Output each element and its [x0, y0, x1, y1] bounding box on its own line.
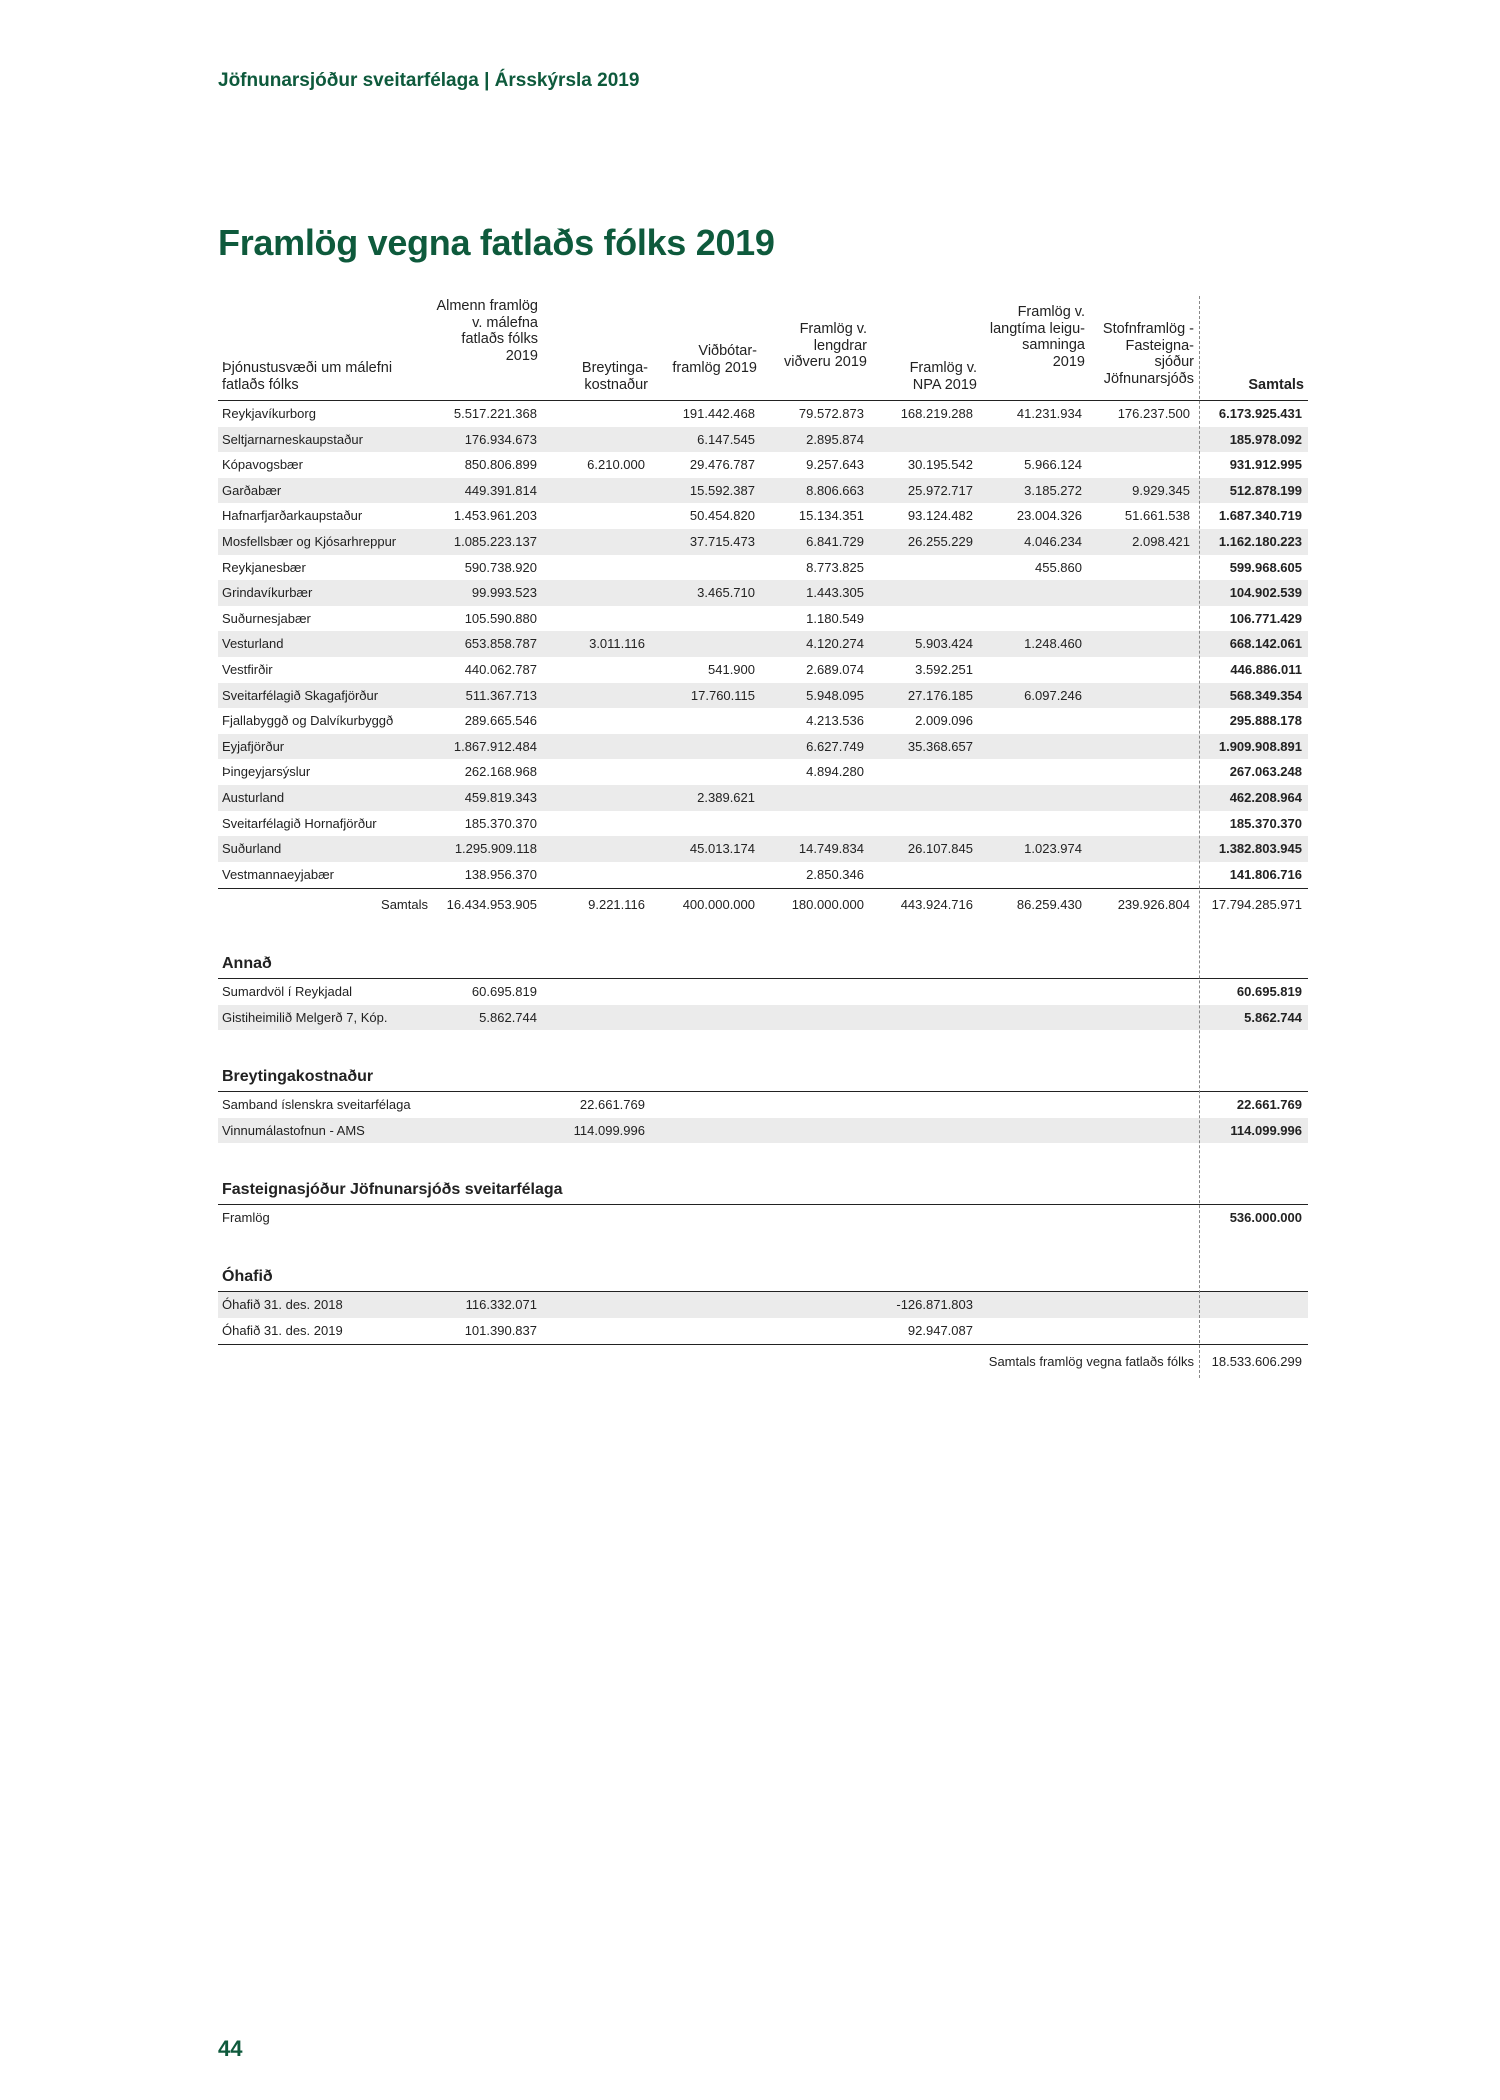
totals-label: Samtals — [381, 897, 428, 912]
table-row — [218, 478, 1308, 504]
row-label: Kópavogsbær — [222, 457, 303, 473]
cell-npa: 92.947.087 — [907, 1322, 973, 1338]
row-label: Samband íslenskra sveitarfélaga — [222, 1097, 411, 1112]
grand-total-value: 18.533.606.299 — [1211, 1354, 1302, 1369]
row-label: Suðurland — [222, 841, 282, 857]
cell-stofnframlog: 176.237.500 — [1117, 406, 1190, 421]
table-row — [218, 1205, 1308, 1231]
cell-leigusamninga: 41.231.934 — [1016, 406, 1082, 421]
cell-leigusamninga: 5.966.124 — [1024, 457, 1082, 473]
total-lengdrar: 180.000.000 — [791, 897, 864, 912]
table-row — [218, 708, 1308, 734]
cell-almenn: 459.819.343 — [464, 789, 537, 805]
table-row — [218, 862, 1308, 888]
cell-vidbotar: 17.760.115 — [690, 687, 755, 703]
table-row — [218, 1005, 1308, 1031]
totals-row-cells — [218, 889, 1308, 919]
col-header-stofnframlog: Stofnframlög - Fasteigna- sjóður Jöfnunarsjóðs — [1102, 321, 1194, 387]
cell-almenn: 185.370.370 — [464, 815, 537, 831]
cell-samtals: 462.208.964 — [1229, 789, 1302, 805]
cell-almenn: 176.934.673 — [464, 431, 537, 447]
cell-almenn: 262.168.968 — [464, 764, 537, 780]
cell-lengdrar: 79.572.873 — [798, 406, 864, 421]
cell-leigusamninga: 1.023.974 — [1024, 841, 1082, 857]
cell-npa: 26.107.845 — [907, 841, 973, 857]
col-header-vidbotar: Viðbótar- framlög 2019 — [672, 343, 757, 376]
section-title-breytinga: Breytingakostnaður — [222, 1068, 374, 1085]
cell-npa: 35.368.657 — [907, 738, 973, 754]
cell-almenn: 60.695.819 — [471, 984, 537, 999]
table-row — [218, 580, 1308, 606]
row-label: Sveitarfélagið Hornafjörður — [222, 815, 377, 831]
cell-breytinga: 22.661.769 — [579, 1097, 645, 1112]
ohafid-bottom-rule — [218, 1344, 1308, 1345]
table-row — [218, 759, 1308, 785]
main-table — [218, 401, 1308, 887]
cell-lengdrar: 1.443.305 — [806, 585, 864, 601]
cell-leigusamninga: 23.004.326 — [1016, 508, 1082, 524]
ohafid-table — [218, 1292, 1308, 1343]
table-row — [218, 401, 1308, 427]
total-samtals: 17.794.285.971 — [1211, 897, 1302, 912]
total-breytinga: 9.221.116 — [588, 897, 645, 912]
row-label: Reykjavíkurborg — [222, 406, 316, 421]
row-label: Vinnumálastofnun - AMS — [222, 1122, 365, 1138]
row-label: Vestmannaeyjabær — [222, 866, 335, 882]
table-row — [218, 606, 1308, 632]
col-header-npa: Framlög v. NPA 2019 — [909, 360, 977, 393]
cell-leigusamninga: 3.185.272 — [1024, 482, 1082, 498]
cell-almenn: 289.665.546 — [464, 713, 537, 729]
cell-npa: 2.009.096 — [915, 713, 973, 729]
cell-breytinga: 114.099.996 — [573, 1122, 645, 1138]
table-row — [218, 1318, 1308, 1344]
table-row — [218, 555, 1308, 581]
cell-npa: 25.972.717 — [907, 482, 973, 498]
col-header-almenn: Almenn framlög v. málefna fatlaðs fólks 2019 — [436, 298, 538, 364]
cell-lengdrar: 14.749.834 — [798, 841, 864, 857]
cell-almenn: 105.590.880 — [464, 610, 537, 626]
table-row — [218, 836, 1308, 862]
cell-almenn: 653.858.787 — [464, 636, 537, 652]
cell-lengdrar: 8.806.663 — [806, 482, 864, 498]
row-label: Þingeyjarsýslur — [222, 764, 311, 780]
cell-samtals: 106.771.429 — [1229, 610, 1302, 626]
cell-samtals: 185.370.370 — [1229, 815, 1302, 831]
cell-samtals: 512.878.199 — [1229, 482, 1302, 498]
cell-samtals: 185.978.092 — [1229, 431, 1302, 447]
cell-almenn: 590.738.920 — [464, 559, 537, 575]
cell-lengdrar: 2.895.874 — [806, 431, 864, 447]
cell-almenn: 850.806.899 — [464, 457, 537, 473]
cell-vidbotar: 37.715.473 — [689, 533, 755, 549]
total-stofnframlog: 239.926.804 — [1117, 897, 1190, 912]
row-label: Suðurnesjabær — [222, 610, 311, 626]
cell-samtals: 22.661.769 — [1236, 1097, 1302, 1112]
cell-samtals: 267.063.248 — [1229, 764, 1302, 780]
cell-almenn: 449.391.814 — [464, 482, 537, 498]
cell-lengdrar: 15.134.351 — [798, 508, 864, 524]
row-label: Eyjafjörður — [222, 738, 285, 754]
cell-samtals: 114.099.996 — [1230, 1122, 1302, 1138]
cell-lengdrar: 4.894.280 — [806, 764, 864, 780]
table-row — [218, 1292, 1308, 1318]
col-header-leigusamninga: Framlög v. langtíma leigu- samninga 2019 — [989, 304, 1085, 370]
cell-lengdrar: 6.627.749 — [806, 738, 864, 754]
row-label: Óhafið 31. des. 2019 — [222, 1322, 343, 1338]
cell-almenn: 511.367.713 — [465, 687, 537, 703]
total-vidbotar: 400.000.000 — [682, 897, 755, 912]
cell-almenn: 1.295.909.118 — [454, 841, 537, 857]
cell-npa: 93.124.482 — [907, 508, 973, 524]
cell-lengdrar: 6.841.729 — [806, 533, 864, 549]
row-label: Óhafið 31. des. 2018 — [222, 1297, 343, 1312]
cell-almenn: 116.332.071 — [465, 1297, 537, 1312]
cell-almenn: 1.867.912.484 — [453, 738, 537, 754]
row-label: Fjallabyggð og Dalvíkurbyggð — [222, 713, 394, 729]
cell-lengdrar: 9.257.643 — [806, 457, 864, 473]
cell-vidbotar: 29.476.787 — [689, 457, 755, 473]
cell-samtals: 60.695.819 — [1236, 984, 1302, 999]
page-title: Framlög vegna fatlaðs fólks 2019 — [218, 222, 775, 263]
cell-samtals: 1.382.803.945 — [1218, 841, 1302, 857]
cell-leigusamninga: 1.248.460 — [1024, 636, 1082, 652]
totals-row — [218, 889, 1308, 919]
cell-almenn: 5.517.221.368 — [453, 406, 537, 421]
section-title-fasteigna: Fasteignasjóður Jöfnunarsjóðs sveitarfélaga — [222, 1181, 563, 1198]
cell-npa: 27.176.185 — [907, 687, 973, 703]
table-row — [218, 734, 1308, 760]
cell-stofnframlog: 9.929.345 — [1132, 482, 1190, 498]
cell-leigusamninga: 4.046.234 — [1024, 533, 1082, 549]
cell-samtals: 5.862.744 — [1244, 1009, 1302, 1025]
cell-almenn: 5.862.744 — [479, 1009, 537, 1025]
cell-samtals: 668.142.061 — [1229, 636, 1302, 652]
row-label: Vesturland — [222, 636, 284, 652]
cell-samtals: 1.162.180.223 — [1218, 533, 1302, 549]
row-label: Sumardvöl í Reykjadal — [222, 984, 353, 999]
fasteigna-table — [218, 1205, 1308, 1231]
cell-npa: 5.903.424 — [915, 636, 973, 652]
col-header-region: Þjónustusvæði um málefni fatlaðs fólks — [222, 360, 393, 393]
row-label: Garðabær — [222, 482, 282, 498]
cell-leigusamninga: 6.097.246 — [1024, 687, 1082, 703]
cell-almenn: 101.390.837 — [464, 1322, 537, 1338]
cell-samtals: 6.173.925.431 — [1218, 406, 1302, 421]
cell-npa: -126.871.803 — [896, 1297, 973, 1312]
cell-lengdrar: 5.948.095 — [806, 687, 864, 703]
page-number: 44 — [218, 2036, 243, 2061]
row-label: Sveitarfélagið Skagafjörður — [222, 687, 379, 703]
row-label: Reykjanesbær — [222, 559, 306, 575]
cell-vidbotar: 2.389.621 — [697, 789, 755, 805]
cell-vidbotar: 6.147.545 — [697, 431, 755, 447]
grand-total-label: Samtals framlög vegna fatlaðs fólks — [988, 1354, 1194, 1369]
col-header-breytinga: Breytinga- kostnaður — [581, 360, 648, 393]
table-row — [218, 683, 1308, 709]
table-row — [218, 811, 1308, 837]
table-row — [218, 1092, 1308, 1118]
table-row — [218, 657, 1308, 683]
row-label: Grindavíkurbær — [222, 585, 313, 601]
cell-almenn: 440.062.787 — [464, 661, 537, 677]
row-label: Austurland — [222, 789, 285, 805]
cell-lengdrar: 1.180.549 — [806, 610, 864, 626]
total-almenn: 16.434.953.905 — [446, 897, 537, 912]
report-header: Jöfnunarsjóður sveitarfélaga | Ársskýrsla 2019 — [218, 70, 640, 91]
cell-lengdrar: 2.850.346 — [806, 866, 864, 882]
row-label: Mosfellsbær og Kjósarhreppur — [222, 533, 397, 549]
cell-samtals: 446.886.011 — [1230, 661, 1302, 677]
cell-npa: 3.592.251 — [915, 661, 973, 677]
cell-vidbotar: 45.013.174 — [689, 841, 755, 857]
cell-almenn: 99.993.523 — [471, 585, 537, 601]
cell-breytinga: 3.011.116 — [589, 636, 645, 652]
table-row — [218, 785, 1308, 811]
row-label: Gistiheimilið Melgerð 7, Kóp. — [222, 1009, 388, 1025]
table-row — [218, 427, 1308, 453]
cell-samtals: 536.000.000 — [1229, 1210, 1302, 1225]
cell-almenn: 1.453.961.203 — [453, 508, 537, 524]
table-row — [218, 503, 1308, 529]
cell-samtals: 1.909.908.891 — [1218, 738, 1302, 754]
cell-samtals: 599.968.605 — [1229, 559, 1302, 575]
total-npa: 443.924.716 — [900, 897, 973, 912]
cell-almenn: 1.085.223.137 — [453, 533, 537, 549]
cell-samtals: 568.349.354 — [1229, 687, 1302, 703]
table-row — [218, 979, 1308, 1005]
cell-vidbotar: 50.454.820 — [689, 508, 755, 524]
grand-total-row — [218, 1350, 1308, 1376]
table-row — [218, 452, 1308, 478]
breytinga-table — [218, 1092, 1308, 1143]
cell-samtals: 141.806.716 — [1229, 866, 1302, 882]
total-column-divider — [1199, 296, 1200, 1378]
row-label: Hafnarfjarðarkaupstaður — [222, 508, 363, 524]
cell-vidbotar: 541.900 — [708, 661, 755, 677]
table-row — [218, 631, 1308, 657]
cell-almenn: 138.956.370 — [464, 866, 537, 882]
col-header-lengdrar: Framlög v. lengdrar viðveru 2019 — [783, 321, 867, 370]
cell-stofnframlog: 51.661.538 — [1124, 508, 1190, 524]
cell-breytinga: 6.210.000 — [587, 457, 645, 473]
cell-samtals: 931.912.995 — [1229, 457, 1302, 473]
cell-samtals: 104.902.539 — [1229, 585, 1302, 601]
cell-lengdrar: 8.773.825 — [806, 559, 864, 575]
cell-vidbotar: 15.592.387 — [689, 482, 755, 498]
cell-vidbotar: 191.442.468 — [682, 406, 755, 421]
cell-stofnframlog: 2.098.421 — [1132, 533, 1190, 549]
cell-lengdrar: 4.120.274 — [806, 636, 864, 652]
cell-lengdrar: 2.689.074 — [806, 661, 864, 677]
table-row — [218, 1118, 1308, 1144]
total-leigusamninga: 86.259.430 — [1016, 897, 1082, 912]
cell-vidbotar: 3.465.710 — [697, 585, 755, 601]
cell-samtals: 1.687.340.719 — [1218, 508, 1302, 524]
table-row — [218, 529, 1308, 555]
section-title-annad: Annað — [222, 955, 272, 972]
annad-table — [218, 979, 1308, 1030]
row-label: Vestfirðir — [222, 661, 273, 677]
col-header-samtals: Samtals — [1248, 377, 1304, 393]
cell-leigusamninga: 455.860 — [1035, 559, 1082, 575]
cell-lengdrar: 4.213.536 — [806, 713, 864, 729]
cell-samtals: 295.888.178 — [1229, 713, 1302, 729]
row-label: Seltjarnarneskaupstaður — [222, 431, 363, 447]
row-label: Framlög — [222, 1210, 270, 1225]
section-title-ohafid: Óhafið — [222, 1268, 273, 1285]
cell-npa: 26.255.229 — [907, 533, 973, 549]
cell-npa: 30.195.542 — [907, 457, 973, 473]
cell-npa: 168.219.288 — [900, 406, 973, 421]
